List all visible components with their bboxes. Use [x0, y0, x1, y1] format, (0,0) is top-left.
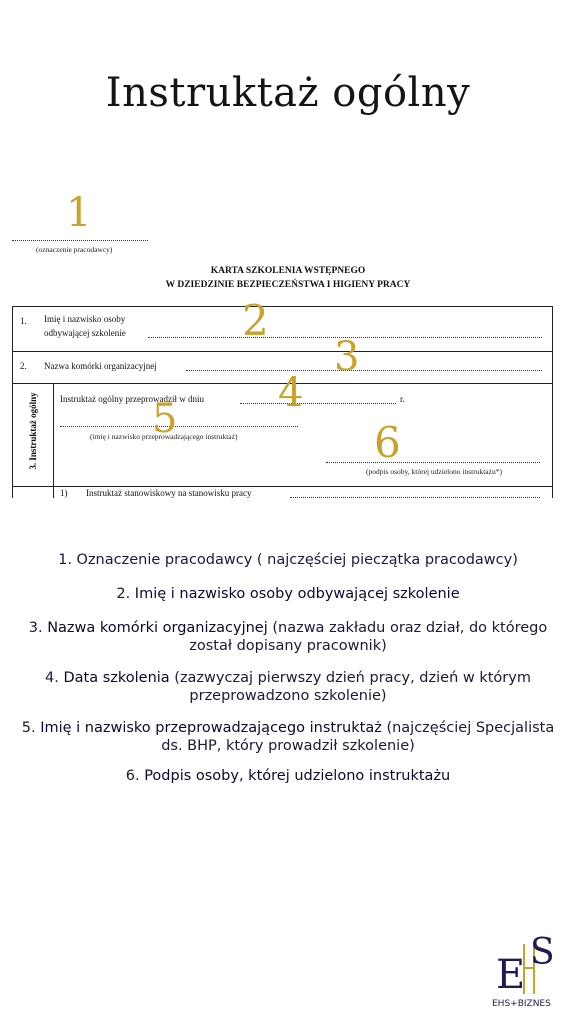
- employer-caption: (oznaczenie pracodawcy): [36, 245, 113, 254]
- form-heading-2: W DZIEDZINIE BEZPIECZEŃSTWA I HIGIENY PRACY: [165, 280, 411, 290]
- marker-2: 2: [242, 296, 269, 345]
- svg-text:E: E: [496, 952, 526, 998]
- list-item-4: [20, 669, 556, 705]
- list-item-5: [20, 719, 556, 755]
- marker-5: 5: [152, 396, 178, 442]
- list-item-3: [20, 619, 556, 655]
- list-item-1: [20, 551, 556, 569]
- logo-text: EHS+BIZNES: [492, 999, 551, 1009]
- list-item-2: [20, 585, 556, 603]
- row1-number: 1.: [20, 316, 27, 326]
- list-item-3-rest: (nazwa zakładu oraz dział, do którego został dopisany pracownik): [189, 620, 548, 654]
- employer-dotted-line: [12, 240, 148, 241]
- ehs-biznes-logo: [488, 928, 568, 1012]
- list-item-4-number: 4.: [45, 670, 59, 686]
- list-item-2-bold: Imię i nazwisko osoby odbywającej szkolenie: [134, 586, 460, 602]
- row3-text: Instruktaż ogólny przeprowadził w dniu: [60, 394, 204, 404]
- list-item-5-number: 5.: [21, 720, 36, 736]
- row2-label: Nazwa komórki organizacyjnej: [44, 361, 157, 371]
- table-row-divider: [12, 486, 553, 487]
- marker-1: 1: [66, 190, 92, 236]
- row1-label-a: Imię i nazwisko osoby: [44, 314, 126, 324]
- list-item-6-number: 6.: [125, 768, 140, 784]
- row3-caption-left: (imię i nazwisko przeprowadzającego instruktaż): [90, 432, 238, 441]
- list-item-1-text: 1. Oznaczenie pracodawcy ( najczęściej pieczątka pracodawcy): [58, 552, 518, 568]
- list-item-3-number: 3.: [28, 620, 43, 636]
- table-row-divider: [12, 351, 553, 352]
- row3-side-label: 3. Instruktaż ogólny: [28, 392, 38, 470]
- marker-4: 4: [278, 370, 304, 416]
- row4-text: Instruktaż stanowiskowy na stanowisku pracy: [86, 488, 252, 498]
- list-item-4-rest: (zazwyczaj pierwszy dzień pracy, dzień w którym przeprowadzono szkolenie): [174, 670, 531, 704]
- list-item-5-bold: Imię i nazwisko przeprowadzającego instruktaż: [40, 720, 382, 736]
- svg-text:S: S: [530, 932, 555, 973]
- marker-3: 3: [334, 334, 360, 380]
- row3-suffix: r.: [400, 394, 405, 404]
- row3-name-dotted-line: [60, 426, 298, 427]
- scan-crop-mask: [0, 499, 576, 511]
- table-side-divider: [53, 383, 54, 498]
- marker-6: 6: [374, 418, 401, 467]
- list-item-3-bold: Nazwa komórki organizacyjnej: [47, 620, 268, 636]
- page-title: Instruktaż ogólny: [105, 70, 471, 116]
- row4-dotted-line: [290, 497, 540, 498]
- row3-caption-right: (podpis osoby, której udzielono instruktażu*): [366, 467, 502, 476]
- row3-date-dotted-line: [240, 403, 396, 404]
- logo-monogram: [488, 928, 568, 1012]
- list-item-4-bold: Data szkolenia: [63, 670, 170, 686]
- row2-number: 2.: [20, 361, 27, 371]
- table-border-left: [12, 306, 13, 498]
- list-item-2-number: 2.: [116, 586, 131, 602]
- row1-label-b: odbywającej szkolenie: [44, 328, 126, 338]
- row3-signature-dotted-line: [326, 462, 540, 463]
- table-border-top: [12, 306, 553, 307]
- list-item-6: [20, 767, 556, 785]
- form-heading-1: KARTA SZKOLENIA WSTĘPNEGO: [210, 266, 366, 276]
- row4-number: 1): [60, 488, 68, 498]
- row2-dotted-line: [186, 370, 542, 371]
- table-border-right: [552, 306, 553, 498]
- list-item-6-bold: Podpis osoby, której udzielono instruktażu: [144, 768, 451, 784]
- list-item-5-rest: (najczęściej Specjalista ds. BHP, który prowadził szkolenie): [161, 720, 555, 754]
